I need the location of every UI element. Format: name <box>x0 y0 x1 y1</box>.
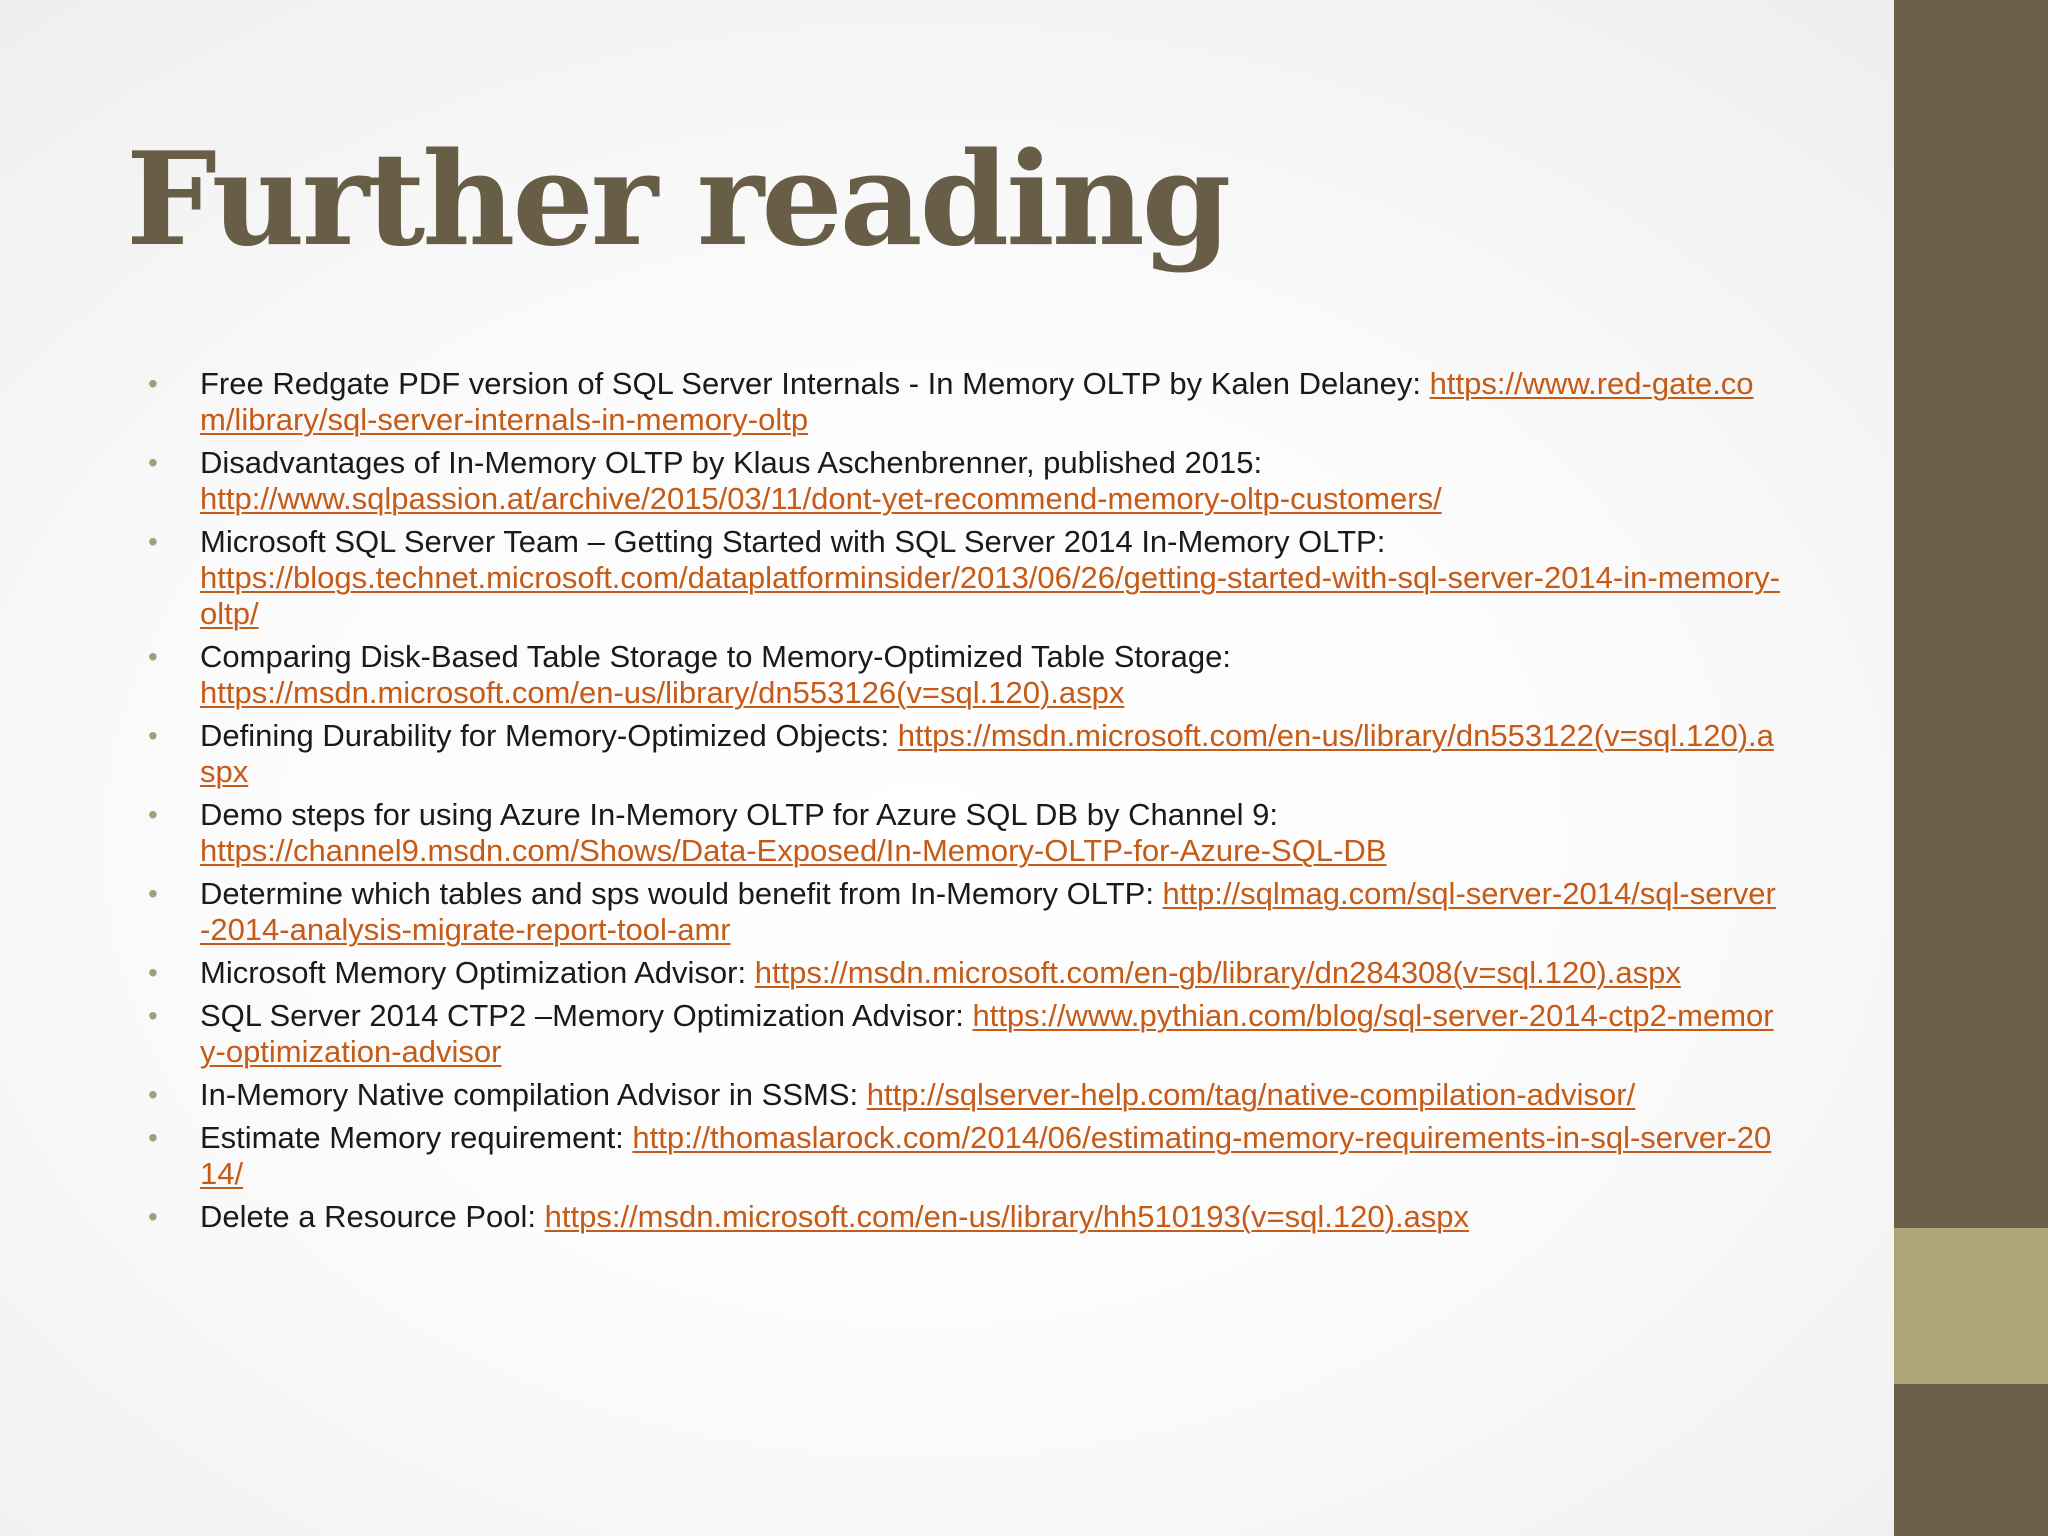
reference-link[interactable]: https://channel9.msdn.com/Shows/Data-Exposed/In-Memory-OLTP-for-Azure-SQL-DB <box>200 833 1387 868</box>
bullet-icon: • <box>148 641 158 672</box>
reference-text: SQL Server 2014 CTP2 –Memory Optimization Advisor: <box>200 998 973 1033</box>
reference-text: Microsoft Memory Optimization Advisor: <box>200 955 755 990</box>
reference-link[interactable]: http://thomaslarock.com/2014/06/estimating-memory-requirements-in-sql-server-2014/ <box>200 1120 1772 1191</box>
reference-item <box>144 998 1784 1070</box>
bullet-icon: • <box>148 447 158 478</box>
reference-link[interactable]: https://msdn.microsoft.com/en-gb/library/dn284308(v=sql.120).aspx <box>754 955 1681 990</box>
reference-link[interactable]: https://msdn.microsoft.com/en-us/library/hh510193(v=sql.120).aspx <box>544 1199 1470 1234</box>
reference-text: Free Redgate PDF version of SQL Server Internals - In Memory OLTP by Kalen Delaney: <box>200 366 1430 401</box>
side-bar-accent <box>1894 1228 2048 1384</box>
reference-item <box>144 445 1784 517</box>
reference-text: Disadvantages of In-Memory OLTP by Klaus Aschenbrenner, published 2015: <box>200 445 1263 480</box>
bullet-icon: • <box>148 1079 158 1110</box>
reference-text: Delete a Resource Pool: <box>200 1199 545 1234</box>
reference-link[interactable]: https://www.pythian.com/blog/sql-server-2014-ctp2-memory-optimization-advisor <box>200 998 1774 1069</box>
reference-link[interactable]: https://blogs.technet.microsoft.com/dataplatforminsider/2013/06/26/getting-started-with-sql-server-2014-in-memory-oltp/ <box>200 560 1780 631</box>
bullet-icon: • <box>148 368 158 399</box>
reference-link[interactable]: https://msdn.microsoft.com/en-us/library/dn553122(v=sql.120).aspx <box>200 718 1774 789</box>
bullet-icon: • <box>148 720 158 751</box>
reference-text: Comparing Disk-Based Table Storage to Memory-Optimized Table Storage: <box>200 639 1231 674</box>
bullet-icon: • <box>148 878 158 909</box>
reference-text: In-Memory Native compilation Advisor in SSMS: <box>200 1077 867 1112</box>
bullet-icon: • <box>148 526 158 557</box>
bullet-icon: • <box>148 1201 158 1232</box>
reference-item <box>144 876 1784 948</box>
reference-list <box>144 366 1784 1242</box>
slide-title: Further reading <box>126 125 1229 275</box>
reference-text: Microsoft SQL Server Team – Getting Started with SQL Server 2014 In-Memory OLTP: <box>200 524 1386 559</box>
reference-item <box>144 718 1784 790</box>
reference-text: Estimate Memory requirement: <box>200 1120 633 1155</box>
bullet-icon: • <box>148 1122 158 1153</box>
reference-item <box>144 955 1784 991</box>
reference-text: Determine which tables and sps would benefit from In-Memory OLTP: <box>200 876 1163 911</box>
reference-text: Defining Durability for Memory-Optimized Objects: <box>200 718 898 753</box>
reference-item <box>144 366 1784 438</box>
reference-link[interactable]: http://www.sqlpassion.at/archive/2015/03/11/dont-yet-recommend-memory-oltp-customers/ <box>200 481 1442 516</box>
reference-link[interactable]: https://www.red-gate.com/library/sql-server-internals-in-memory-oltp <box>200 366 1754 437</box>
bullet-icon: • <box>148 799 158 830</box>
reference-text: Demo steps for using Azure In-Memory OLTP for Azure SQL DB by Channel 9: <box>200 797 1279 832</box>
reference-item <box>144 1077 1784 1113</box>
reference-item <box>144 639 1784 711</box>
reference-item <box>144 1199 1784 1235</box>
reference-item <box>144 524 1784 632</box>
reference-link[interactable]: http://sqlserver-help.com/tag/native-compilation-advisor/ <box>866 1077 1636 1112</box>
reference-item <box>144 797 1784 869</box>
bullet-icon: • <box>148 957 158 988</box>
reference-link[interactable]: https://msdn.microsoft.com/en-us/library/dn553126(v=sql.120).aspx <box>200 675 1125 710</box>
reference-link[interactable]: http://sqlmag.com/sql-server-2014/sql-server-2014-analysis-migrate-report-tool-amr <box>200 876 1776 947</box>
reference-item <box>144 1120 1784 1192</box>
bullet-icon: • <box>148 1000 158 1031</box>
